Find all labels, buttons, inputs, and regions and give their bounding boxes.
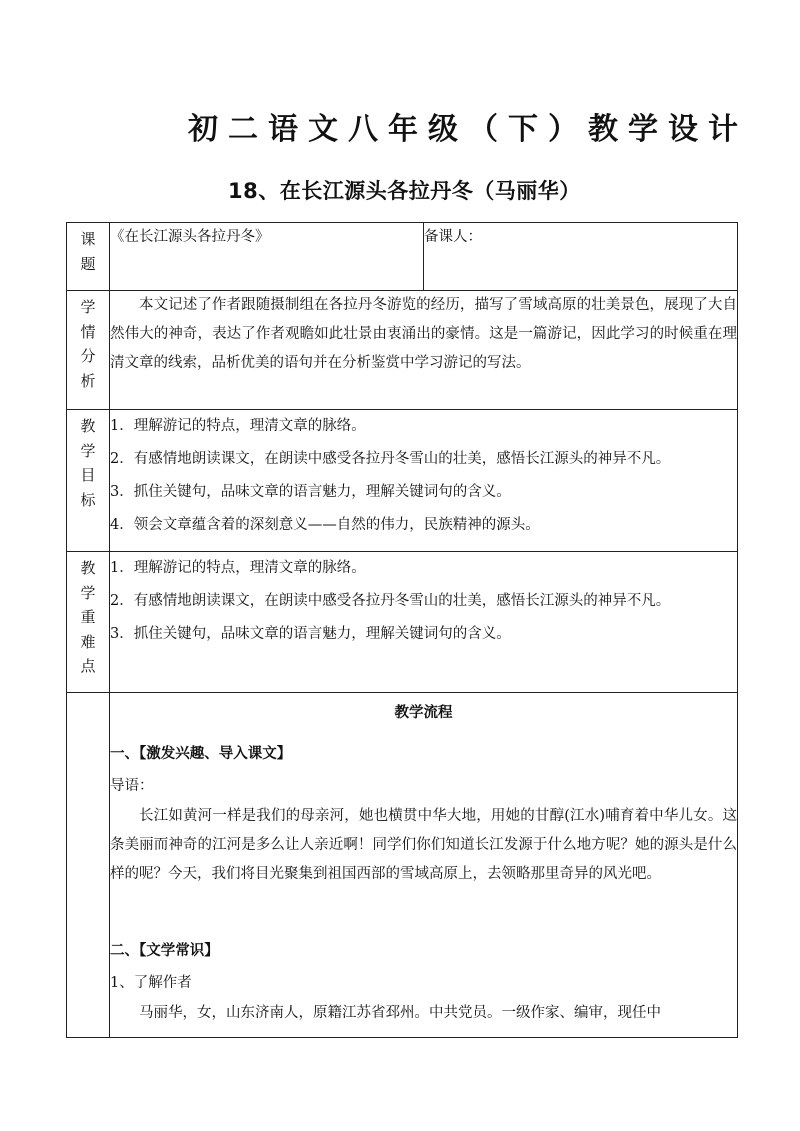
key-points-content [110, 552, 738, 693]
preparer-cell [424, 223, 738, 291]
label-char: 题 [80, 254, 96, 273]
goals-content [110, 410, 738, 552]
label-char: 学 [80, 441, 96, 460]
goals-label [67, 410, 110, 552]
analysis-label [67, 291, 110, 410]
intro-label: 导语： [110, 778, 154, 794]
lesson-label [67, 223, 110, 291]
label-char: 析 [80, 371, 96, 390]
label-char: 教 [80, 559, 96, 577]
analysis-row [67, 291, 738, 410]
key-point-item: 3．抓住关键句，品味文章的语言魅力，理解关键词句的含义。 [110, 626, 511, 642]
goal-item: 1．理解游记的特点，理清文章的脉络。 [110, 418, 366, 434]
label-char: 分 [80, 347, 96, 365]
key-point-item: 1．理解游记的特点，理清文章的脉络。 [110, 560, 366, 576]
intro-text: 长江如黄河一样是我们的母亲河，她也横贯中华大地，用她的甘醇(江水)哺育着中华儿女。这条美丽而神奇的江河是多么让人亲近啊！同学们你们知道长江发源于什么地方呢？她的源头是什么样的呢？今天，我们将目光聚集到祖国西部的雪域高原上，去领略那里奇异的风光吧。 [110, 808, 737, 882]
analysis-text: 本文记述了作者跟随摄制组在各拉丹冬游览的经历，描写了雪域高原的壮美景色，展现了大自然伟大的神奇，表达了作者观瞻如此壮景由衷涌出的豪情。这是一篇游记，因此学习的时候重在理清文章的线索，品析优美的语句并在分析鉴赏中学习游记的写法。 [110, 297, 737, 371]
teaching-flow-row [67, 693, 738, 1038]
label-char: 目 [80, 466, 96, 484]
author-text: 马丽华，女，山东济南人，原籍江苏省邳州。中共党员。一级作家、编审，现任中 [139, 1005, 661, 1021]
blank-line [110, 889, 737, 935]
label-char: 学 [80, 583, 96, 602]
section-2-title: 二、【文学常识】 [110, 943, 219, 959]
label-char: 重 [80, 608, 96, 626]
label-char: 点 [80, 657, 96, 675]
key-points-label [67, 552, 110, 693]
label-char: 学 [80, 298, 96, 316]
lesson-name-cell [110, 223, 424, 291]
lesson-title-row [67, 223, 738, 291]
lesson-subtitle: 18、在长江源头各拉丹冬（马丽华） [228, 179, 581, 203]
key-point-item: 2．有感情地朗读课文，在朗读中感受各拉丹冬雪山的壮美，感悟长江源头的神异不凡。 [110, 593, 671, 609]
goal-item: 4．领会文章蕴含着的深刻意义——自然的伟力，民族精神的源头。 [110, 517, 540, 533]
section-1-title: 一、【激发兴趣、导入课文】 [110, 746, 292, 762]
lesson-plan-table [66, 222, 738, 1038]
label-char: 难 [80, 632, 96, 651]
goal-item: 2．有感情地朗读课文，在朗读中感受各拉丹冬雪山的壮美，感悟长江源头的神异不凡。 [110, 451, 671, 467]
label-char: 教 [80, 417, 96, 435]
label-char: 标 [80, 490, 96, 509]
teaching-flow-content [110, 693, 738, 1038]
document-title: 初二语文八年级（下）教学设计 [188, 112, 748, 147]
key-points-row [67, 552, 738, 693]
flow-heading: 教学流程 [394, 705, 453, 721]
lesson-name: 《在长江源头各拉丹冬》 [110, 229, 270, 245]
goals-row [67, 410, 738, 552]
analysis-content [110, 291, 738, 410]
label-char: 情 [80, 322, 96, 341]
subsection-author: 1、了解作者 [110, 975, 192, 991]
flow-label-empty [67, 693, 110, 1038]
goal-item: 3．抓住关键句，品味文章的语言魅力，理解关键词句的含义。 [110, 484, 511, 500]
label-char: 课 [80, 230, 96, 248]
preparer-label: 备课人： [424, 229, 482, 245]
